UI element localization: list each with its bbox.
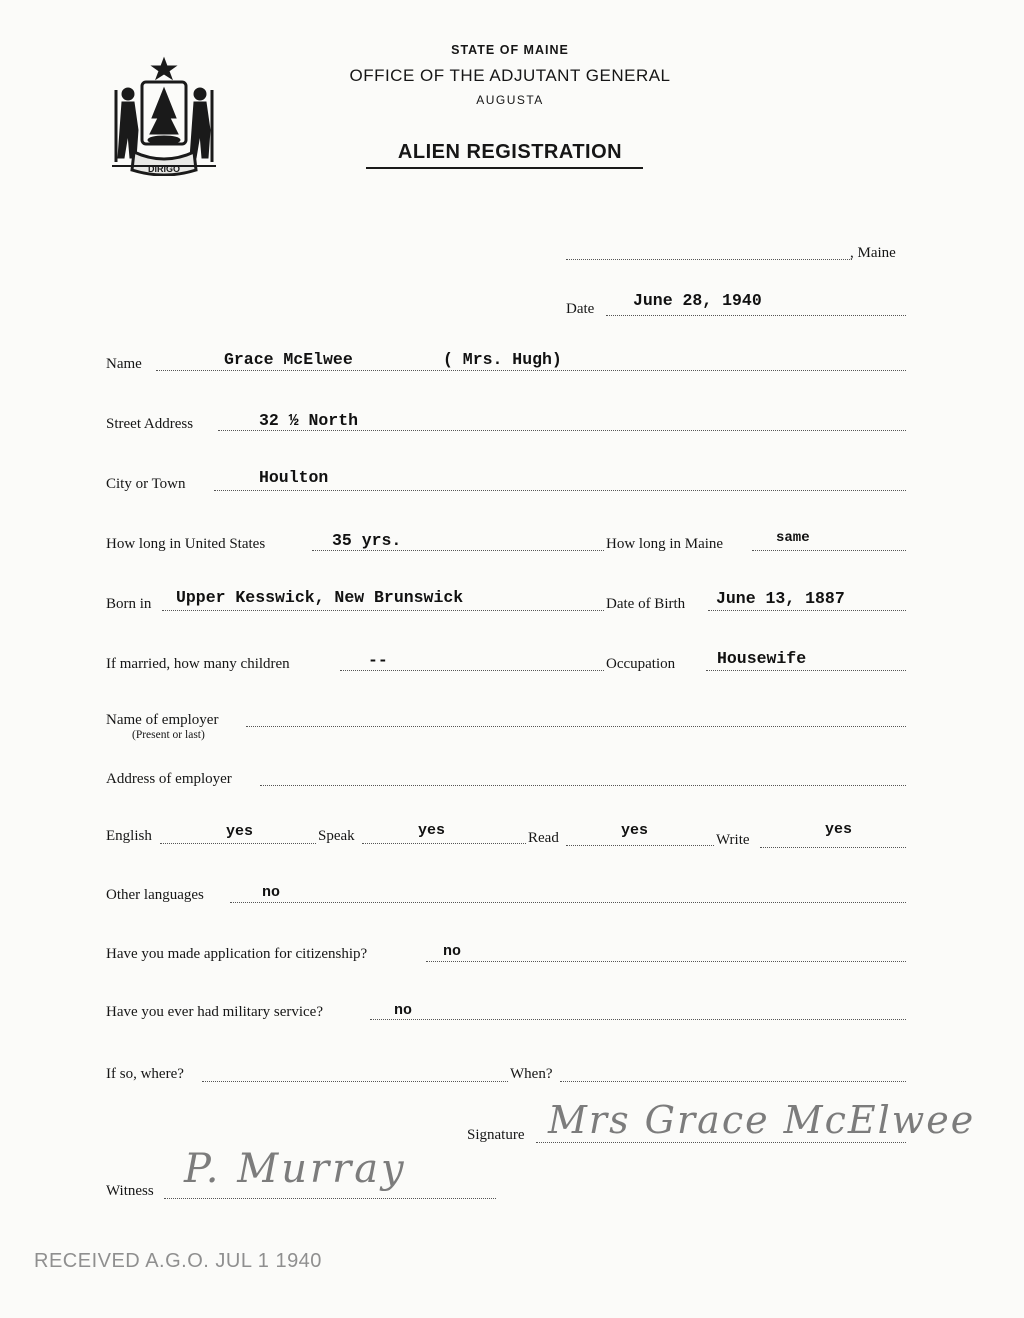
employer-note-label: (Present or last): [132, 729, 205, 741]
born-in-label: Born in: [106, 596, 152, 612]
occupation-label: Occupation: [606, 656, 676, 672]
military-label: Have you ever had military service?: [106, 1004, 323, 1020]
city-value: Houlton: [259, 468, 329, 487]
employer-name-label: Name of employer: [106, 712, 219, 728]
citizenship-field[interactable]: [426, 961, 906, 962]
name-value: Grace McElwee: [224, 350, 353, 369]
signature-label: Signature: [467, 1127, 525, 1143]
when-field[interactable]: [560, 1081, 906, 1082]
street-label: Street Address: [106, 416, 194, 432]
form-title: ALIEN REGISTRATION: [397, 141, 623, 163]
read-value: yes: [621, 822, 649, 839]
where-field[interactable]: [202, 1081, 508, 1082]
signature-field[interactable]: [536, 1142, 906, 1143]
date-field[interactable]: [606, 315, 906, 316]
city-label: City or Town: [106, 476, 186, 492]
employer-address-field[interactable]: [260, 785, 906, 786]
born-in-value: Upper Kesswick, New Brunswick: [176, 588, 464, 607]
other-languages-field[interactable]: [230, 902, 906, 903]
other-languages-value: no: [262, 884, 281, 901]
maine-label: , Maine: [850, 245, 896, 261]
employer-address-label: Address of employer: [106, 771, 232, 787]
english-field[interactable]: [160, 843, 316, 844]
write-label: Write: [716, 832, 750, 848]
children-label: If married, how many children: [106, 656, 290, 672]
read-field[interactable]: [566, 845, 714, 846]
where-label: If so, where?: [106, 1066, 184, 1082]
write-value: yes: [825, 821, 853, 838]
how-long-us-field[interactable]: [312, 550, 604, 551]
occupation-value: Housewife: [717, 649, 807, 668]
when-label: When?: [510, 1066, 553, 1082]
citizenship-value: no: [443, 943, 462, 960]
how-long-us-label: How long in United States: [106, 536, 266, 552]
signature-handwriting: Mrs Grace McElwee: [548, 1098, 976, 1142]
english-label: English: [106, 828, 152, 844]
military-field[interactable]: [370, 1019, 906, 1020]
street-value: 32 ½ North: [259, 411, 359, 430]
name-label: Name: [106, 356, 142, 372]
how-long-maine-field[interactable]: [752, 550, 906, 551]
speak-value: yes: [418, 822, 446, 839]
born-in-field[interactable]: [162, 610, 604, 611]
header-state: STATE OF MAINE: [451, 43, 569, 57]
write-field[interactable]: [760, 847, 906, 848]
occupation-field[interactable]: [706, 670, 906, 671]
military-value: no: [394, 1002, 413, 1019]
street-field[interactable]: [218, 430, 906, 431]
title-underline: [366, 167, 643, 169]
how-long-maine-label: How long in Maine: [606, 536, 724, 552]
dob-value: June 13, 1887: [716, 589, 845, 608]
how-long-us-value: 35 yrs.: [332, 531, 402, 550]
other-languages-label: Other languages: [106, 887, 204, 903]
witness-handwriting: P. Murray: [184, 1146, 407, 1192]
speak-field[interactable]: [362, 843, 526, 844]
witness-field[interactable]: [164, 1198, 496, 1199]
children-field[interactable]: [340, 670, 604, 671]
how-long-maine-value: same: [776, 530, 810, 546]
header-city: AUGUSTA: [476, 93, 544, 107]
read-label: Read: [528, 830, 559, 846]
date-value: June 28, 1940: [633, 291, 762, 310]
state-of-maine-seal-icon: [108, 54, 220, 176]
children-value: --: [368, 651, 388, 670]
employer-name-field[interactable]: [246, 726, 906, 727]
header-office: OFFICE OF THE ADJUTANT GENERAL: [349, 66, 671, 85]
witness-label: Witness: [106, 1183, 154, 1199]
date-label: Date: [566, 301, 595, 317]
town-field[interactable]: [566, 259, 852, 260]
name-note-value: ( Mrs. Hugh): [443, 350, 562, 369]
english-value: yes: [226, 823, 254, 840]
received-stamp: RECEIVED A.G.O. JUL 1 1940: [34, 1250, 322, 1272]
seal-motto: DIRIGO: [147, 164, 181, 174]
speak-label: Speak: [318, 828, 355, 844]
city-field[interactable]: [214, 490, 906, 491]
dob-field[interactable]: [708, 610, 906, 611]
state-seal: [108, 54, 220, 176]
dob-label: Date of Birth: [606, 596, 686, 612]
citizenship-label: Have you made application for citizenship?: [106, 946, 368, 962]
name-field[interactable]: [156, 370, 906, 371]
